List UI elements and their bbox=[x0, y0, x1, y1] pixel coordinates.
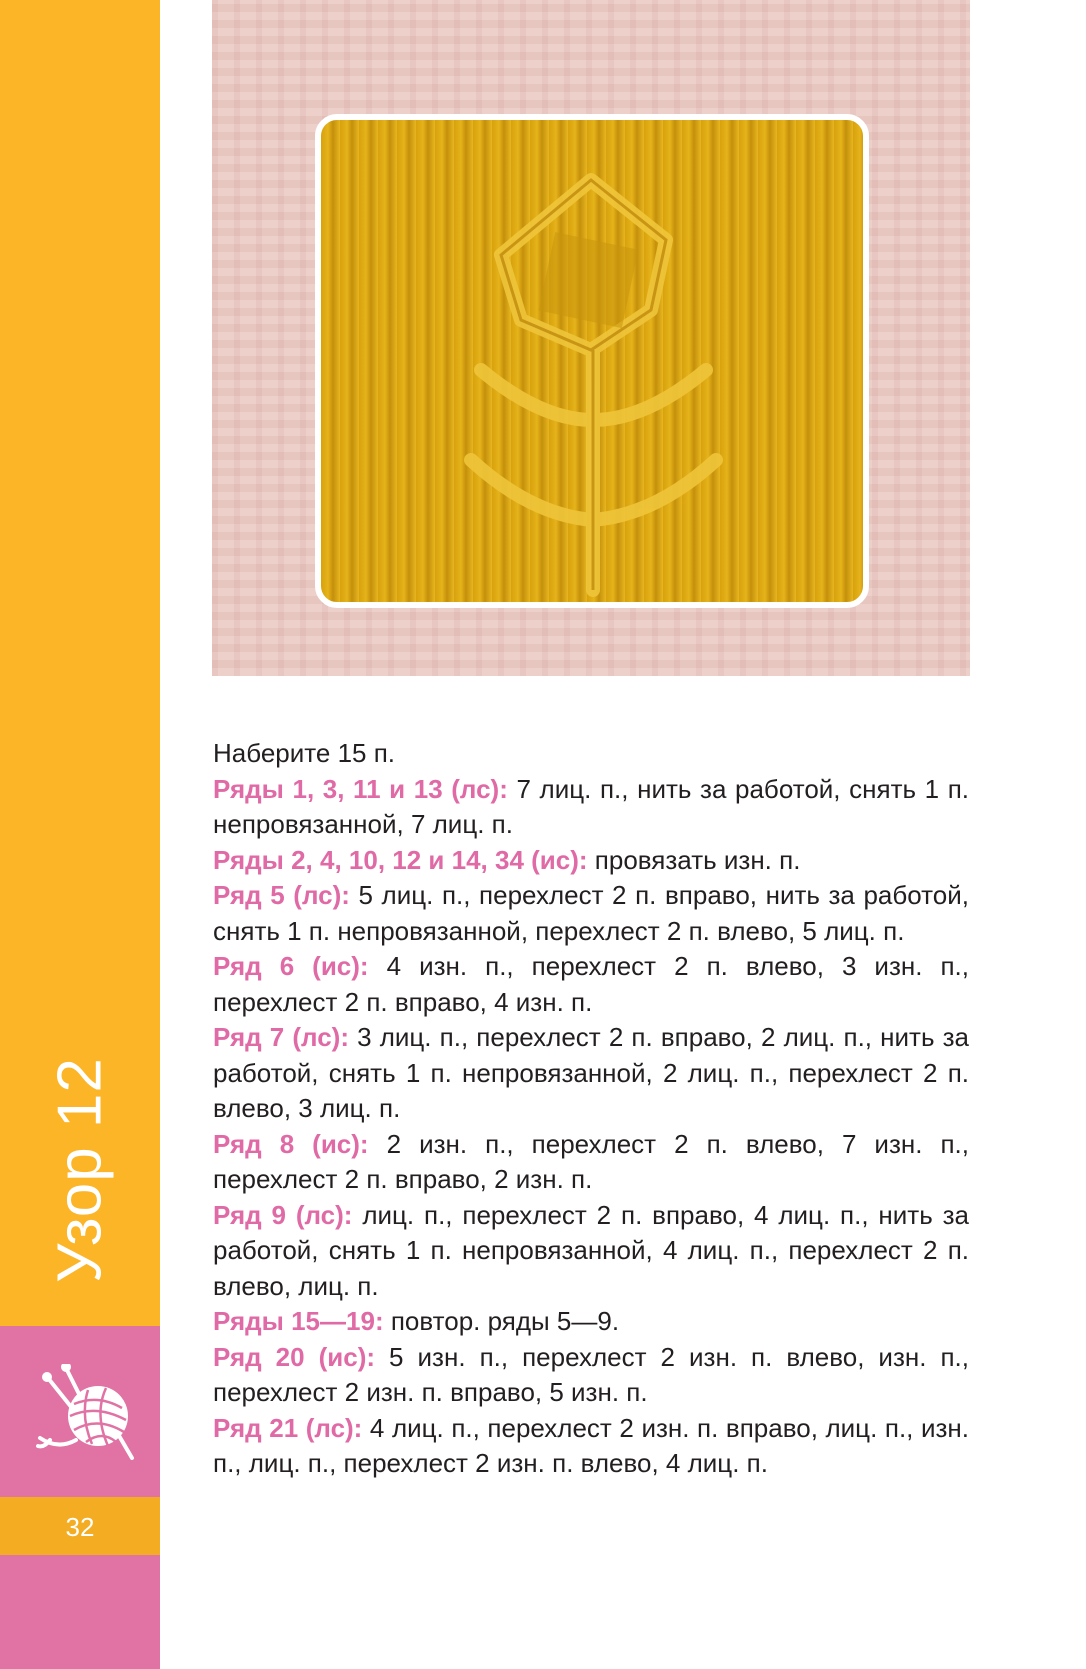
row-label: Ряды 2, 4, 10, 12 и 14, 34 (ис): bbox=[213, 844, 588, 875]
row-text: провязать изн. п. bbox=[587, 844, 801, 875]
knitting-swatch-image bbox=[315, 114, 869, 608]
instruction-row bbox=[213, 1198, 969, 1305]
yarn-ball-needles-icon bbox=[36, 1364, 136, 1460]
instructions-block bbox=[213, 736, 969, 1482]
row-label: Ряд 6 (ис): bbox=[213, 951, 369, 981]
instructions-intro: Наберите 15 п. bbox=[213, 738, 396, 768]
instruction-row bbox=[213, 1411, 969, 1482]
row-text: 5 изн. п., перехлест 2 изн. п. влево, изн. п., перехлест 2 изн. п. вправо, 5 изн. п. bbox=[213, 1341, 969, 1407]
row-label: Ряд 5 (лс): bbox=[213, 880, 350, 910]
row-text: 4 изн. п., перехлест 2 п. влево, 3 изн. п., перехлест 2 п. вправо, 4 изн. п. bbox=[213, 951, 969, 1017]
instruction-row bbox=[213, 1304, 969, 1340]
instruction-row bbox=[213, 949, 969, 1020]
instruction-row bbox=[213, 772, 969, 843]
instruction-row bbox=[213, 843, 969, 879]
page-number: 32 bbox=[65, 1512, 95, 1542]
instruction-row bbox=[213, 1340, 969, 1411]
instruction-row bbox=[213, 878, 969, 949]
pattern-title: Узор 12 bbox=[45, 1057, 115, 1283]
row-text: 4 лиц. п., перехлест 2 изн. п. вправо, лиц. п., изн. п., лиц. п., перехлест 2 изн. п. влево, 4 лиц. п. bbox=[213, 1412, 969, 1478]
row-text: 5 лиц. п., перехлест 2 п. вправо, нить за работой, снять 1 п. непровязанной, перехлест 2 п. влево, 5 лиц. п. bbox=[213, 880, 969, 946]
row-text: 3 лиц. п., перехлест 2 п. вправо, 2 лиц. п., нить за работой, снять 1 п. непровязанной, 2 лиц. п., перехлест 2 п. влево, 3 лиц. п. bbox=[213, 1022, 969, 1123]
row-text: 2 изн. п., перехлест 2 п. влево, 7 изн. п., перехлест 2 п. вправо, 2 изн. п. bbox=[213, 1128, 969, 1194]
row-text: 7 лиц. п., нить за работой, снять 1 п. непровязанной, 7 лиц. п. bbox=[213, 773, 970, 839]
row-label: Ряд 8 (ис): bbox=[213, 1128, 369, 1159]
row-text: лиц. п., перехлест 2 п. вправо, 4 лиц. п., нить за работой, снять 1 п. непровязанной, 4 лиц. п., перехлест 2 п. влево, лиц. п. bbox=[213, 1199, 969, 1301]
row-text: повтор. ряды 5—9. bbox=[383, 1306, 620, 1336]
row-label: Ряды 15—19: bbox=[213, 1306, 384, 1336]
row-label: Ряд 21 (лс): bbox=[213, 1412, 363, 1443]
instruction-row bbox=[213, 1127, 969, 1198]
row-label: Ряды 1, 3, 11 и 13 (лс): bbox=[213, 773, 508, 804]
row-label: Ряд 20 (ис): bbox=[213, 1341, 376, 1372]
row-label: Ряд 9 (лс): bbox=[213, 1199, 353, 1230]
instruction-row bbox=[213, 1020, 969, 1127]
row-label: Ряд 7 (лс): bbox=[213, 1022, 349, 1052]
